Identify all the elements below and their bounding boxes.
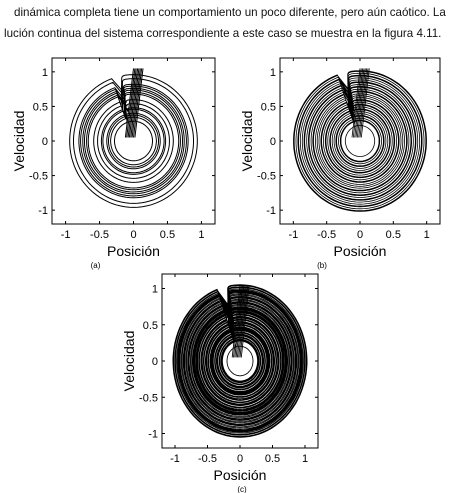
trajectory-curve — [294, 68, 427, 211]
x-tick-label: 0.5 — [264, 453, 281, 465]
y-tick-label: 0.5 — [142, 319, 158, 332]
y-tick-label: -1 — [148, 428, 158, 441]
y-axis-label: Velocidad — [239, 110, 255, 172]
x-tick-label: -1 — [288, 229, 299, 241]
x-tick-label: -0.5 — [90, 229, 110, 241]
y-tick-label: -0.5 — [29, 170, 48, 183]
x-tick-label: 1 — [198, 229, 205, 241]
y-tick-label: 0 — [41, 136, 48, 148]
trajectory-curve — [70, 68, 198, 207]
x-tick-label: 0.5 — [159, 229, 176, 241]
y-axis-label: Velocidad — [121, 330, 137, 392]
y-tick-label: 1 — [269, 66, 276, 79]
x-tick-label: 1 — [301, 453, 309, 465]
x-axis-label: Posición — [333, 243, 387, 259]
x-tick-label: 0 — [236, 453, 244, 465]
x-tick-label: 0.5 — [385, 229, 401, 241]
panel-caption: (b) — [317, 261, 327, 270]
y-tick-label: -0.5 — [257, 170, 276, 183]
x-axis-label: Posición — [107, 243, 160, 259]
y-axis-label: Velocidad — [11, 110, 27, 172]
y-tick-label: 1 — [151, 283, 158, 296]
x-tick-label: 0 — [130, 229, 137, 241]
trajectory-curve — [173, 285, 307, 438]
x-tick-label: -0.5 — [317, 229, 337, 241]
phase-plot-3 — [118, 266, 344, 493]
y-tick-label: 0.5 — [32, 101, 48, 114]
y-tick-label: 0 — [269, 136, 276, 148]
x-axis-label: Posición — [213, 467, 267, 483]
y-tick-label: 0 — [151, 356, 158, 368]
panel-caption: (a) — [90, 261, 101, 270]
y-tick-label: 1 — [41, 66, 48, 79]
x-tick-label: 1 — [423, 229, 430, 241]
phase-plot-1 — [0, 48, 230, 268]
body-text-line-2: lución continua del sistema correspondiente a este caso se muestra en la figura 4.11. — [4, 27, 442, 40]
x-tick-label: -1 — [60, 229, 71, 241]
panel-caption: (c) — [237, 485, 247, 493]
y-tick-label: 0.5 — [260, 101, 276, 114]
y-tick-label: -1 — [38, 205, 48, 218]
y-tick-label: -1 — [266, 205, 276, 218]
x-tick-label: -0.5 — [198, 453, 217, 465]
phase-plot-2 — [232, 48, 456, 268]
y-tick-label: -0.5 — [139, 392, 158, 405]
x-tick-label: 0 — [356, 229, 364, 241]
x-tick-label: -1 — [170, 453, 180, 465]
body-text-line-1: dinámica completa tiene un comportamiento un poco diferente, pero aún caótico. La — [14, 6, 446, 19]
